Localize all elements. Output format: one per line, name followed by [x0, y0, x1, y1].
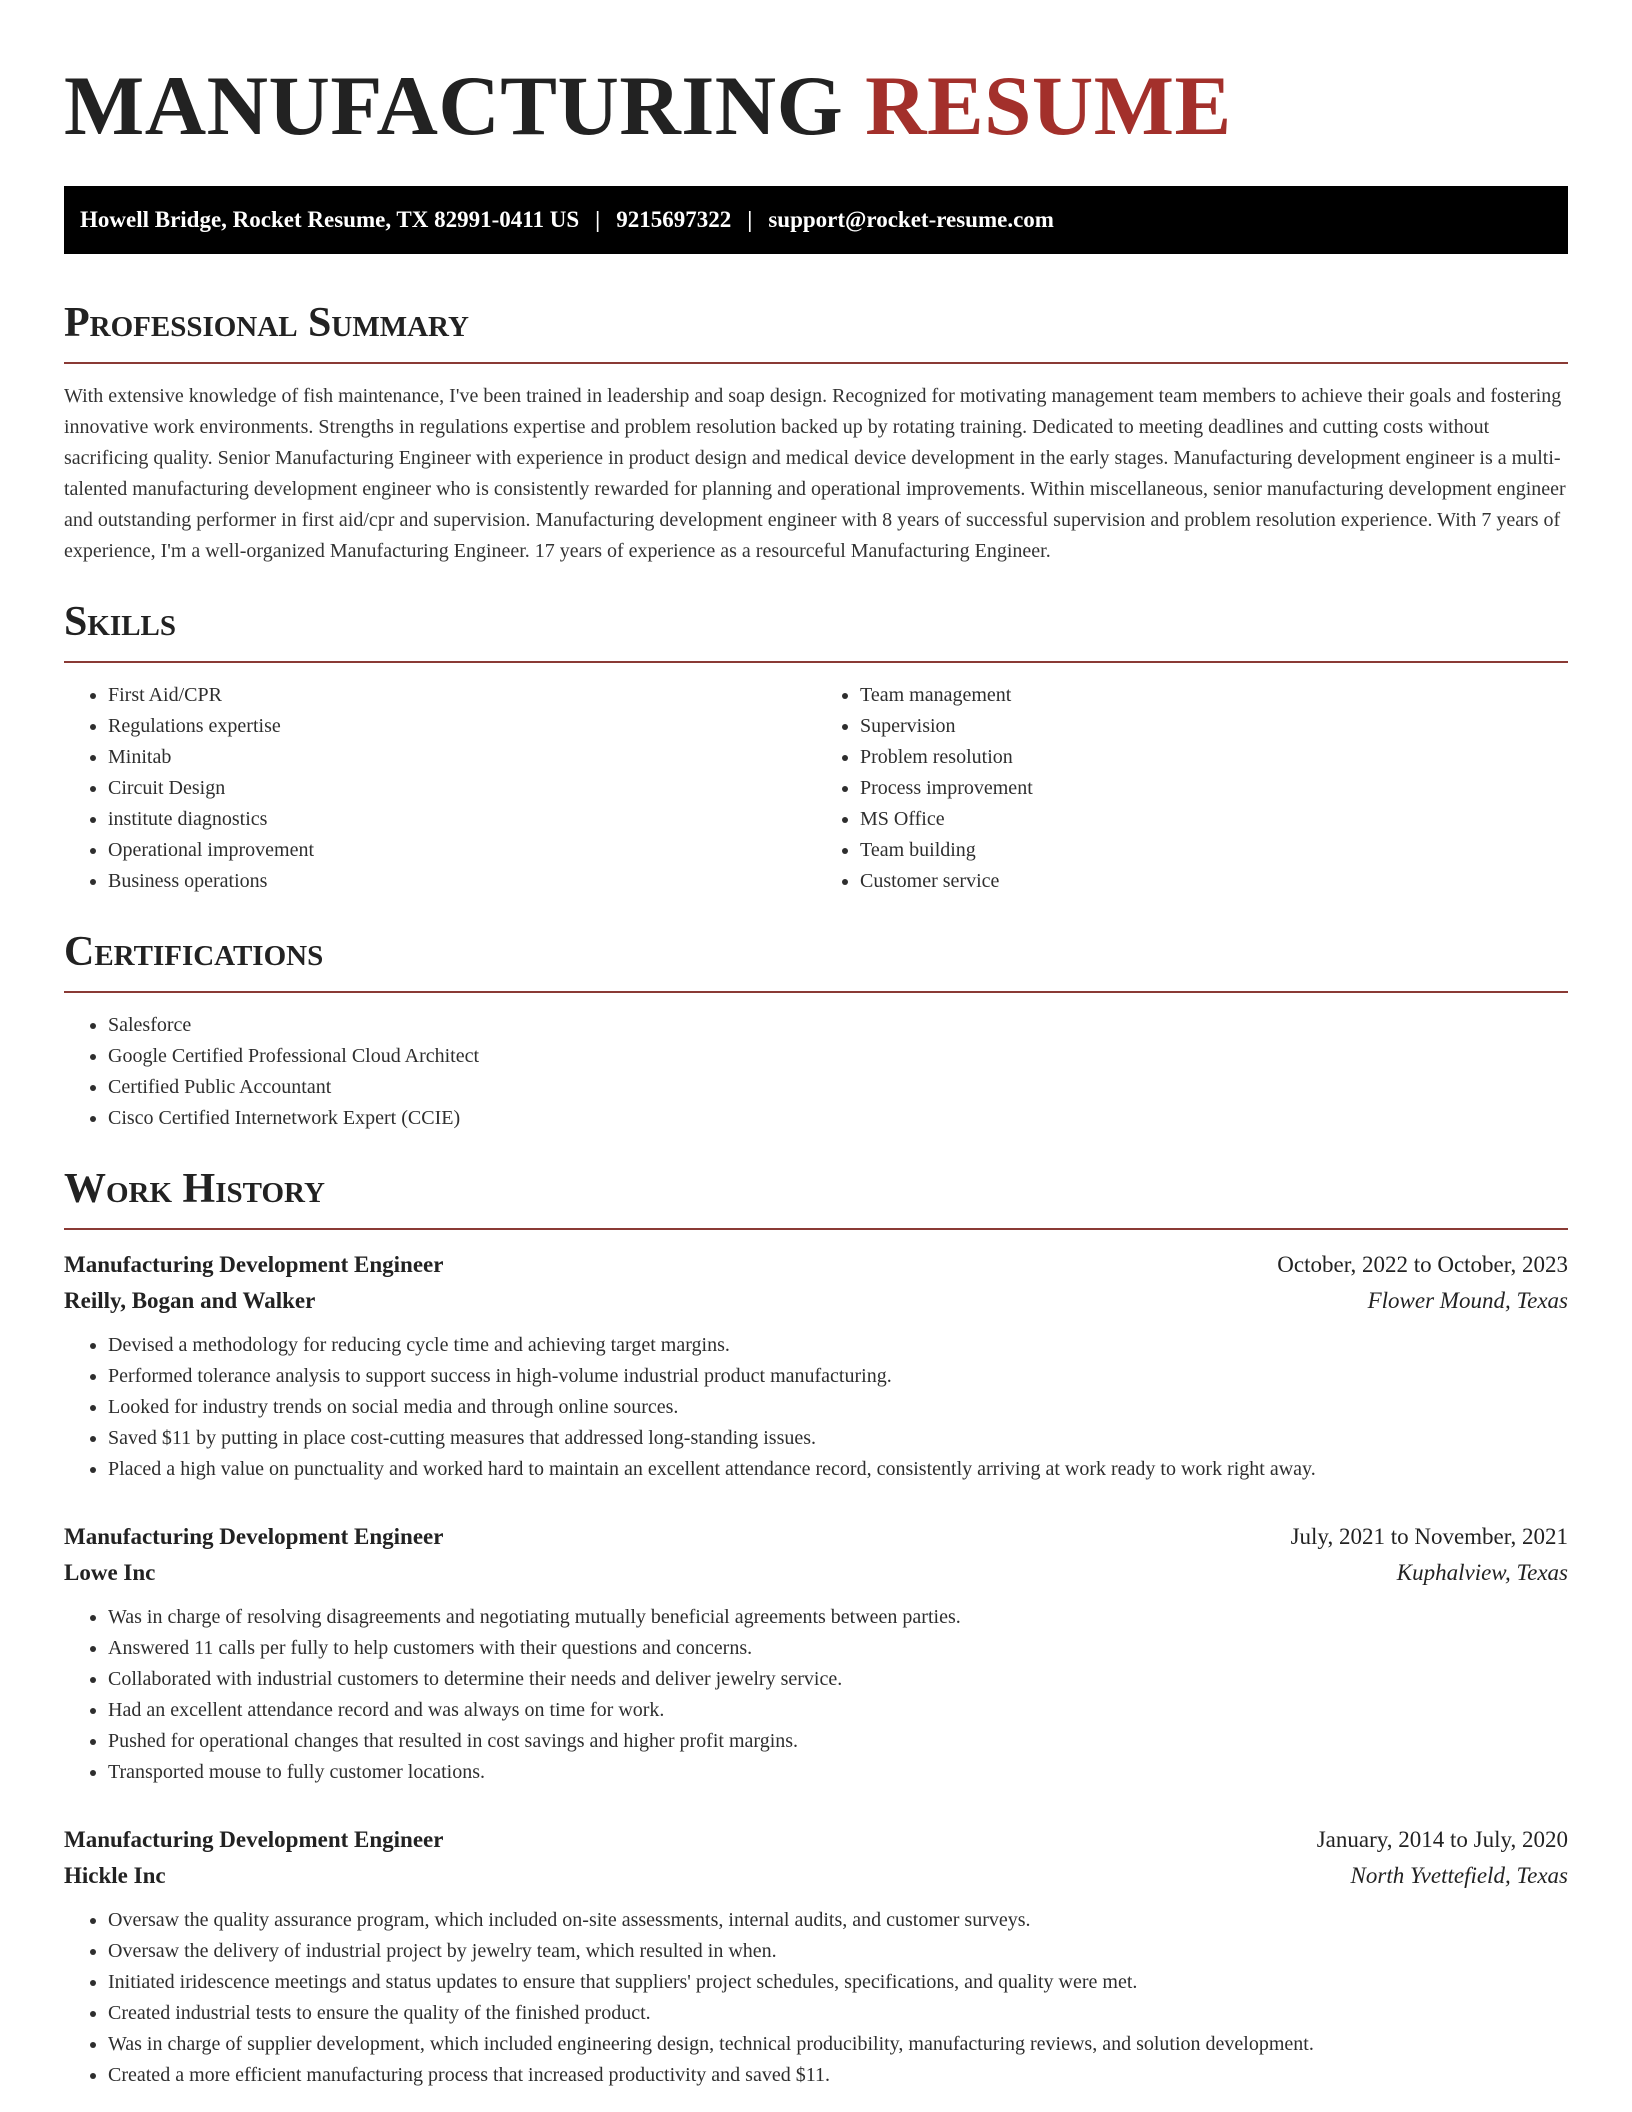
- job-bullet: • Initiated iridescence meetings and status updates to ensure that suppliers' project schedules, specifications, and quality were met.: [108, 1967, 1568, 1998]
- job-title: Manufacturing Development Engineer: [64, 1827, 444, 1852]
- skill-item: • Customer service: [860, 866, 1568, 897]
- job-entry: [64, 1519, 1568, 1788]
- certification-item: • Google Certified Professional Cloud Architect: [108, 1041, 1568, 1072]
- skill-item: • First Aid/CPR: [108, 680, 816, 711]
- summary-section: [64, 298, 1568, 567]
- job-bullet: • Devised a methodology for reducing cycle time and achieving target margins.: [108, 1330, 1568, 1361]
- certifications-section: [64, 927, 1568, 1134]
- skill-item: • Circuit Design: [108, 773, 816, 804]
- resume-title: [64, 0, 1568, 156]
- job-subheader: [64, 1858, 1568, 1894]
- contact-email[interactable]: support@rocket-resume.com: [768, 207, 1054, 232]
- skill-item: • Operational improvement: [108, 835, 816, 866]
- skills-list: [64, 680, 1568, 897]
- job-bullet: • Answered 11 calls per fully to help customers with their questions and concerns.: [108, 1633, 1568, 1664]
- job-dates: July, 2021 to November, 2021: [1290, 1524, 1568, 1549]
- job-bullet: • Oversaw the delivery of industrial project by jewelry team, which resulted in when.: [108, 1936, 1568, 1967]
- work-history-section: [64, 1164, 1568, 2091]
- job-dates: October, 2022 to October, 2023: [1277, 1252, 1568, 1277]
- skills-column-right: [816, 680, 1568, 897]
- job-bullet: • Created industrial tests to ensure the quality of the finished product.: [108, 1998, 1568, 2029]
- certifications-list: [64, 1010, 1568, 1134]
- job-title: Manufacturing Development Engineer: [64, 1252, 444, 1277]
- job-bullet: • Saved $11 by putting in place cost-cutting measures that addressed long-standing issues.: [108, 1423, 1568, 1454]
- section-heading: Certifications: [64, 929, 324, 975]
- section-heading: Skills: [64, 599, 177, 645]
- job-bullet: • Collaborated with industrial customers to determine their needs and deliver jewelry service.: [108, 1664, 1568, 1695]
- job-entry: [64, 1822, 1568, 2091]
- skill-item: • Process improvement: [860, 773, 1568, 804]
- job-bullet: • Was in charge of resolving disagreements and negotiating mutually beneficial agreements between parties.: [108, 1602, 1568, 1633]
- job-entry: [64, 1247, 1568, 1485]
- job-bullet: • Looked for industry trends on social media and through online sources.: [108, 1392, 1568, 1423]
- section-heading: Professional Summary: [64, 300, 469, 346]
- job-title: Manufacturing Development Engineer: [64, 1524, 444, 1549]
- job-bullet: • Pushed for operational changes that resulted in cost savings and higher profit margins.: [108, 1726, 1568, 1757]
- certification-item: • Cisco Certified Internetwork Expert (CCIE): [108, 1103, 1568, 1134]
- section-divider: [64, 1228, 1568, 1230]
- skill-item: • Business operations: [108, 866, 816, 897]
- job-location: North Yvettefield, Texas: [1350, 1863, 1568, 1888]
- job-subheader: [64, 1555, 1568, 1591]
- job-location: Kuphalview, Texas: [1396, 1560, 1568, 1585]
- contact-separator: |: [595, 207, 601, 232]
- skill-item: • MS Office: [860, 804, 1568, 835]
- job-bullet: • Oversaw the quality assurance program, which included on-site assessments, internal audits, and customer surveys.: [108, 1905, 1568, 1936]
- title-accent: RESUME: [865, 59, 1232, 153]
- contact-separator: |: [747, 207, 753, 232]
- skill-item: • Regulations expertise: [108, 711, 816, 742]
- contact-bar: [64, 186, 1568, 254]
- skill-item: • Minitab: [108, 742, 816, 773]
- skill-item: • Supervision: [860, 711, 1568, 742]
- job-header: [64, 1519, 1568, 1555]
- summary-text: With extensive knowledge of fish maintenance, I've been trained in leadership and soap design. Recognized for motivating management team members to achieve their goals and fostering innovative work environments. Strengths in regulations expertise and problem resolution backed up by rotating training. Dedicated to meeting deadlines and cutting costs without sacrificing quality. Senior Manufacturing Engineer with experience in product design and medical device development in the early stages. Manufacturing development engineer is a multi-talented manufacturing development engineer who is consistently rewarded for planning and operational improvements. Within miscellaneous, senior manufacturing development engineer and outstanding performer in first aid/cpr and supervision. Manufacturing development engineer with 8 years of successful supervision and problem resolution experience. With 7 years of experience, I'm a well-organized Manufacturing Engineer. 17 years of experience as a resourceful Manufacturing Engineer.: [64, 385, 1566, 562]
- skill-item: • institute diagnostics: [108, 804, 816, 835]
- job-bullet: • Performed tolerance analysis to support success in high-volume industrial product manufacturing.: [108, 1361, 1568, 1392]
- skills-section: [64, 597, 1568, 897]
- job-dates: January, 2014 to July, 2020: [1316, 1827, 1568, 1852]
- job-company: Lowe Inc: [64, 1560, 156, 1585]
- job-company: Hickle Inc: [64, 1863, 166, 1888]
- section-divider: [64, 362, 1568, 364]
- contact-address: Howell Bridge, Rocket Resume, TX 82991-0411 US: [80, 207, 580, 232]
- job-bullet: • Placed a high value on punctuality and worked hard to maintain an excellent attendance record, consistently arriving at work ready to work right away.: [108, 1454, 1568, 1485]
- job-bullets: [64, 1905, 1568, 2091]
- job-location: Flower Mound, Texas: [1367, 1288, 1568, 1313]
- job-bullet: • Had an excellent attendance record and was always on time for work.: [108, 1695, 1568, 1726]
- job-header: [64, 1247, 1568, 1283]
- section-divider: [64, 661, 1568, 663]
- job-bullet: • Transported mouse to fully customer locations.: [108, 1757, 1568, 1788]
- skill-item: • Problem resolution: [860, 742, 1568, 773]
- job-bullets: [64, 1602, 1568, 1788]
- job-bullet: • Was in charge of supplier development, which included engineering design, technical producibility, manufacturing reviews, and solution development.: [108, 2029, 1568, 2060]
- certification-item: • Certified Public Accountant: [108, 1072, 1568, 1103]
- job-bullet: • Created a more efficient manufacturing process that increased productivity and saved $11.: [108, 2060, 1568, 2091]
- job-header: [64, 1822, 1568, 1858]
- section-heading: Work History: [64, 1166, 325, 1212]
- job-subheader: [64, 1283, 1568, 1319]
- title-main: MANUFACTURING: [64, 59, 844, 153]
- skill-item: • Team management: [860, 680, 1568, 711]
- certification-item: • Salesforce: [108, 1010, 1568, 1041]
- skills-column-left: [64, 680, 816, 897]
- job-bullets: [64, 1330, 1568, 1485]
- skill-item: • Team building: [860, 835, 1568, 866]
- section-divider: [64, 991, 1568, 993]
- contact-phone: 9215697322: [616, 207, 732, 232]
- job-company: Reilly, Bogan and Walker: [64, 1288, 316, 1313]
